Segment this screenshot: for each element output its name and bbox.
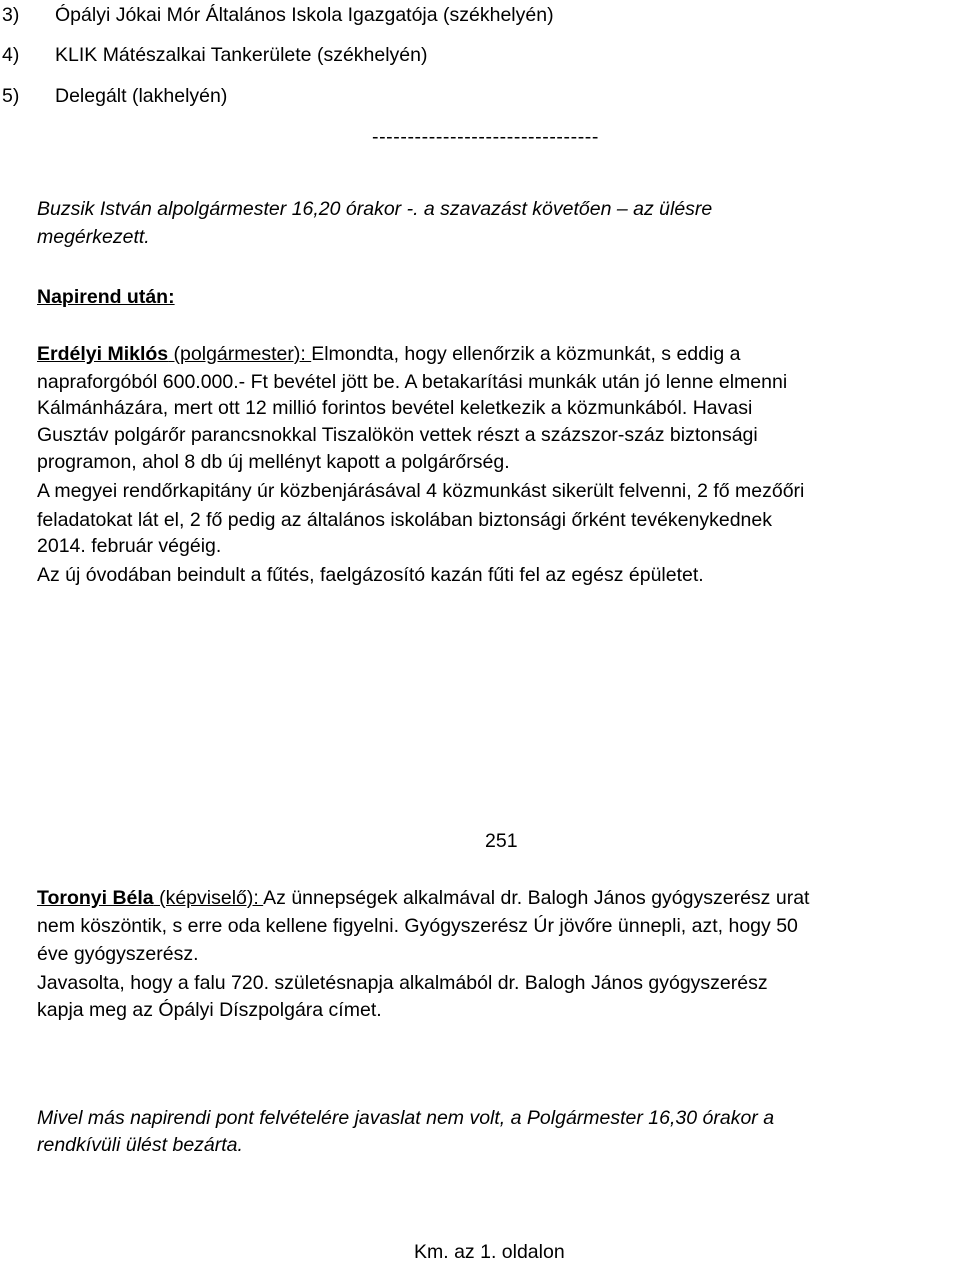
paragraph-line: A megyei rendőrkapitány úr közbenjárásával 4 közmunkást sikerült felvenni, 2 fő mezőőri — [37, 480, 805, 502]
paragraph-line: éve gyógyszerész. — [37, 943, 199, 965]
paragraph-line: 2014. február végéig. — [37, 535, 222, 557]
paragraph-line: feladatokat lát el, 2 fő pedig az általános iskolában biztonsági őrként tevékenykednek — [37, 509, 772, 531]
list-text: KLIK Mátészalkai Tankerülete (székhelyén) — [55, 44, 428, 66]
paragraph-line: Az új óvodában beindult a fűtés, faelgázosító kazán fűti fel az egész épületet. — [37, 564, 704, 586]
speaker-role: (polgármester): — [168, 343, 312, 365]
page-number: 251 — [485, 830, 518, 852]
arrival-note-line: megérkezett. — [37, 226, 150, 248]
footer-note: Km. az 1. oldalon — [414, 1241, 565, 1263]
list-number: 3) — [2, 4, 20, 26]
paragraph-line: programon, ahol 8 db új mellényt kapott a polgárőrség. — [37, 451, 510, 473]
paragraph-line: Gusztáv polgárőr parancsnokkal Tiszalökön vettek részt a százszor-száz biztonsági — [37, 424, 758, 446]
speaker-name: Toronyi Béla — [37, 887, 154, 909]
paragraph-line: Kálmánházára, mert ott 12 millió forintos bevétel keletkezik a közmunkából. Havasi — [37, 397, 753, 419]
paragraph-line: Javasolta, hogy a falu 720. születésnapja alkalmából dr. Balogh János gyógyszerész — [37, 972, 768, 994]
list-item — [2, 6, 554, 26]
paragraph-line: napraforgóból 600.000.- Ft bevétel jött be. A betakarítási munkák után jó lenne elmenni — [37, 371, 788, 393]
paragraph-line: kapja meg az Ópályi Díszpolgára címet. — [37, 999, 382, 1021]
section-heading: Napirend után: — [37, 286, 175, 308]
list-item — [2, 87, 227, 107]
arrival-note-line: Buzsik István alpolgármester 16,20 órakor -. a szavazást követően – az ülésre — [37, 198, 713, 220]
list-text: Delegált (lakhelyén) — [55, 85, 228, 107]
closing-line: Mivel más napirendi pont felvételére javaslat nem volt, a Polgármester 16,30 órakor a — [37, 1107, 775, 1129]
list-number: 4) — [2, 44, 20, 66]
list-item — [2, 46, 428, 66]
list-text: Ópályi Jókai Mór Általános Iskola Igazgatója (székhelyén) — [55, 4, 554, 26]
list-number: 5) — [2, 85, 20, 107]
paragraph-line — [37, 345, 740, 365]
paragraph-line — [37, 889, 809, 909]
separator-line: -------------------------------- — [372, 126, 599, 148]
paragraph-text: Az ünnepségek alkalmával dr. Balogh János gyógyszerész urat — [263, 887, 810, 909]
speaker-name: Erdélyi Miklós — [37, 343, 169, 365]
paragraph-text: Elmondta, hogy ellenőrzik a közmunkát, s eddig a — [311, 343, 741, 365]
paragraph-line: nem köszöntik, s erre oda kellene figyelni. Gyógyszerész Úr jövőre ünnepli, azt, hogy 50 — [37, 915, 798, 937]
closing-line: rendkívüli ülést bezárta. — [37, 1134, 243, 1156]
speaker-role: (képviselő): — [153, 887, 264, 909]
